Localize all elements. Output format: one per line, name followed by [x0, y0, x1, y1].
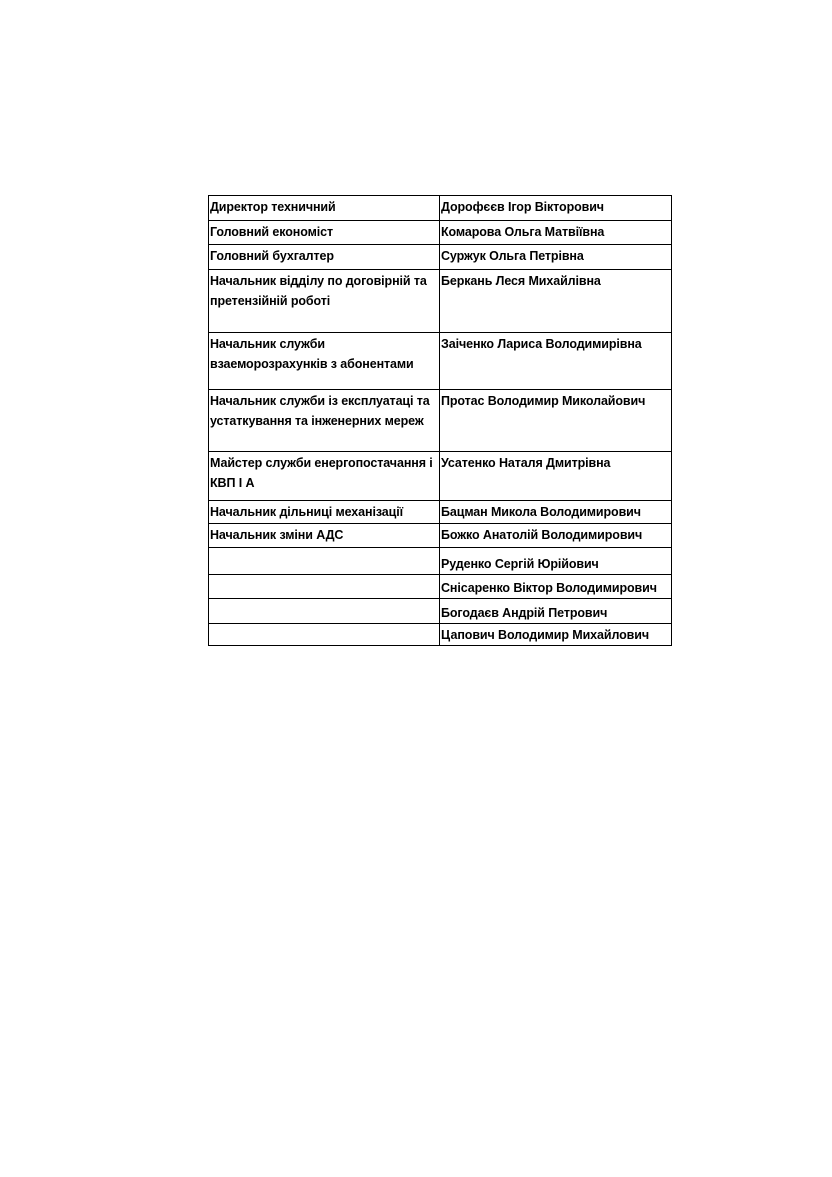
name-cell: Комарова Ольга Матвіївна: [440, 221, 672, 245]
table-row: [209, 548, 672, 575]
name-cell: Богодаєв Андрій Петрович: [440, 599, 672, 624]
staff-table: [208, 195, 672, 646]
name-cell: Заіченко Лариса Володимирівна: [440, 333, 672, 390]
name-cell: Снісаренко Віктор Володимирович: [440, 575, 672, 599]
position-cell: Начальник зміни АДС: [209, 524, 440, 548]
name-cell: Божко Анатолій Володимирович: [440, 524, 672, 548]
position-cell: Начальник дільниці механізації: [209, 501, 440, 524]
table-row: [209, 270, 672, 333]
position-cell: Начальник служби взаеморозрахунків з абонентами: [209, 333, 440, 390]
table-row: [209, 390, 672, 452]
position-cell: Начальник відділу по договірній та претензійній роботі: [209, 270, 440, 333]
position-cell: Головний бухгалтер: [209, 245, 440, 270]
position-cell: Майстер служби енергопостачання і КВП І А: [209, 452, 440, 501]
position-cell: Директор техничний: [209, 196, 440, 221]
position-cell: [209, 575, 440, 599]
position-cell: [209, 599, 440, 624]
table-row: [209, 575, 672, 599]
name-cell: Бацман Микола Володимирович: [440, 501, 672, 524]
table-row: [209, 624, 672, 646]
position-cell: Начальник служби із експлуатаці та устаткування та інженерних мереж: [209, 390, 440, 452]
position-cell: [209, 548, 440, 575]
table-row: [209, 245, 672, 270]
position-cell: Головний економіст: [209, 221, 440, 245]
name-cell: Руденко Сергій Юрійович: [440, 548, 672, 575]
table-row: [209, 599, 672, 624]
name-cell: Цапович Володимир Михайлович: [440, 624, 672, 646]
table-row: [209, 524, 672, 548]
table-row: [209, 501, 672, 524]
name-cell: Беркань Леся Михайлівна: [440, 270, 672, 333]
table-row: [209, 452, 672, 501]
table-row: [209, 196, 672, 221]
name-cell: Усатенко Наталя Дмитрівна: [440, 452, 672, 501]
table-row: [209, 333, 672, 390]
name-cell: Суржук Ольга Петрівна: [440, 245, 672, 270]
table-row: [209, 221, 672, 245]
name-cell: Протас Володимир Миколайович: [440, 390, 672, 452]
position-cell: [209, 624, 440, 646]
name-cell: Дорофєєв Ігор Вікторович: [440, 196, 672, 221]
